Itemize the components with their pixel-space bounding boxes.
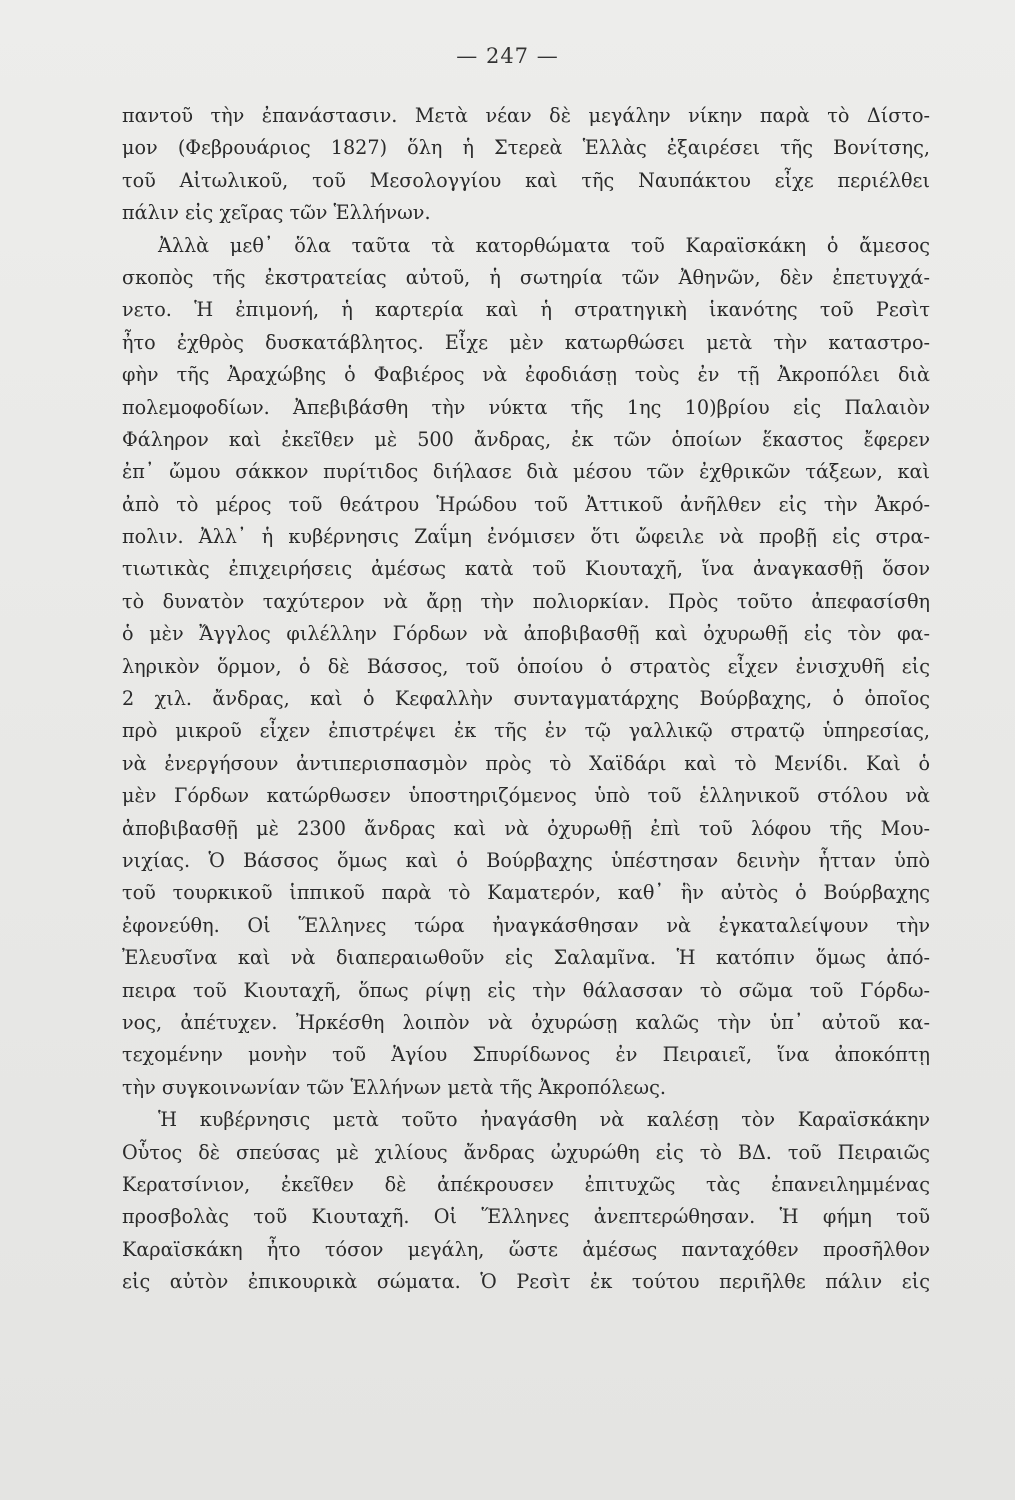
text-line: τὴν συγκοινωνίαν τῶν Ἑλλήνων μετὰ τῆς Ἀκροπόλεως.	[122, 1075, 666, 1099]
text-line: τὸ δυνατὸν ταχύτερον νὰ ἄρῃ τὴν πολιορκίαν. Πρὸς τοῦτο ἀπεφασίσθη	[122, 589, 930, 613]
text-line: μὲν Γόρδων κατώρθωσεν ὑποστηριζόμενος ὑπὸ τοῦ ἑλληνικοῦ στόλου νὰ	[122, 784, 930, 808]
text-line: ὁ μὲν Ἄγγλος φιλέλλην Γόρδων νὰ ἀποβιβασθῇ καὶ ὀχυρωθῇ εἰς τὸν φα-	[122, 622, 930, 646]
text-line: νιχίας. Ὁ Βάσσος ὅμως καὶ ὁ Βούρβαχης ὑπέστησαν δεινὴν ἧτταν ὑπὸ	[122, 848, 930, 872]
text-line: πειρα τοῦ Κιουταχῆ, ὅπως ρίψῃ εἰς τὴν θάλασσαν τὸ σῶμα τοῦ Γόρδω-	[122, 978, 930, 1002]
text-line: εἰς αὐτὸν ἐπικουρικὰ σώματα. Ὁ Ρεσὶτ ἐκ τούτου περιῆλθε πάλιν εἰς	[122, 1270, 930, 1294]
text-line: ἐπ᾽ ὤμου σάκκον πυρίτιδος διήλασε διὰ μέσου τῶν ἐχθρικῶν τάξεων, καὶ	[122, 460, 930, 484]
text-line: ἐφονεύθη. Οἱ Ἕλληνες τώρα ἠναγκάσθησαν νὰ ἐγκαταλείψουν τὴν	[122, 913, 930, 937]
page-number: — 247 —	[456, 44, 559, 68]
text-body	[122, 100, 930, 1298]
text-line: πολεμοφοδίων. Ἀπεβιβάσθη τὴν νύκτα τῆς 1ης 10)βρίου εἰς Παλαιὸν	[122, 395, 930, 419]
text-line: Οὗτος δὲ σπεύσας μὲ χιλίους ἄνδρας ὠχυρώθη εἰς τὸ ΒΔ. τοῦ Πειραιῶς	[122, 1140, 930, 1164]
text-line: Κερατσίνιον, ἐκεῖθεν δὲ ἀπέκρουσεν ἐπιτυχῶς τὰς ἐπανειλημμένας	[122, 1172, 930, 1196]
text-line: τεχομένην μονὴν τοῦ Ἁγίου Σπυρίδωνος ἐν Πειραιεῖ, ἵνα ἀποκόπτῃ	[122, 1043, 930, 1067]
text-line: Φάληρον καὶ ἐκεῖθεν μὲ 500 ἄνδρας, ἐκ τῶν ὁποίων ἕκαστος ἔφερεν	[122, 427, 930, 451]
text-line: ἀπὸ τὸ μέρος τοῦ θεάτρου Ἡρώδου τοῦ Ἀττικοῦ ἀνῆλθεν εἰς τὴν Ἀκρό-	[122, 492, 930, 516]
text-line: νος, ἀπέτυχεν. Ἠρκέσθη λοιπὸν νὰ ὀχυρώσῃ καλῶς τὴν ὑπ᾽ αὐτοῦ κα-	[122, 1010, 930, 1034]
text-line: πολιν. Ἀλλ᾽ ἡ κυβέρνησις Ζαΐμη ἐνόμισεν ὅτι ὤφειλε νὰ προβῇ εἰς στρα-	[122, 525, 930, 549]
text-line: σκοπὸς τῆς ἐκστρατείας αὐτοῦ, ἡ σωτηρία τῶν Ἀθηνῶν, δὲν ἐπετυγχά-	[122, 265, 930, 289]
text-line: παντοῦ τὴν ἐπανάστασιν. Μετὰ νέαν δὲ μεγάλην νίκην παρὰ τὸ Δίστο-	[122, 104, 930, 127]
text-line: τιωτικὰς ἐπιχειρήσεις ἀμέσως κατὰ τοῦ Κιουταχῆ, ἵνα ἀναγκασθῇ ὅσον	[122, 557, 930, 581]
text-line: Ἐλευσῖνα καὶ νὰ διαπεραιωθοῦν εἰς Σαλαμῖνα. Ἡ κατόπιν ὅμως ἀπό-	[122, 946, 930, 970]
text-line: τοῦ Αἰτωλικοῦ, τοῦ Μεσολογγίου καὶ τῆς Ναυπάκτου εἶχε περιέλθει	[122, 168, 930, 192]
text-line: τοῦ τουρκικοῦ ἱππικοῦ παρὰ τὸ Καματερόν, καθ᾽ ἣν αὐτὸς ὁ Βούρβαχης	[122, 881, 930, 905]
text-line: Καραϊσκάκη ἦτο τόσον μεγάλη, ὥστε ἀμέσως πανταχόθεν προσῆλθον	[122, 1237, 930, 1261]
text-line: μον (Φεβρουάριος 1827) ὅλη ἡ Στερεὰ Ἑλλὰς ἐξαιρέσει τῆς Βονίτσης,	[122, 136, 930, 160]
text-line: ἀποβιβασθῇ μὲ 2300 ἄνδρας καὶ νὰ ὀχυρωθῇ ἐπὶ τοῦ λόφου τῆς Μου-	[122, 816, 930, 840]
text-line: προσβολὰς τοῦ Κιουταχῆ. Οἱ Ἕλληνες ἀνεπτερώθησαν. Ἡ φήμη τοῦ	[122, 1205, 930, 1229]
text-line: πάλιν εἰς χεῖρας τῶν Ἑλλήνων.	[122, 201, 431, 225]
text-line: πρὸ μικροῦ εἶχεν ἐπιστρέψει ἐκ τῆς ἐν τῷ γαλλικῷ στρατῷ ὑπηρεσίας,	[122, 719, 930, 743]
text-line: φὴν τῆς Ἀραχώβης ὁ Φαβιέρος νὰ ἐφοδιάσῃ τοὺς ἐν τῇ Ἀκροπόλει διὰ	[122, 363, 930, 387]
text-line: ἦτο ἐχθρὸς δυσκατάβλητος. Εἶχε μὲν κατωρθώσει μετὰ τὴν καταστρο-	[122, 330, 930, 354]
text-line: Ἀλλὰ μεθ᾽ ὅλα ταῦτα τὰ κατορθώματα τοῦ Καραϊσκάκη ὁ ἄμεσος	[158, 233, 930, 257]
text-line: νὰ ἐνεργήσουν ἀντιπερισπασμὸν πρὸς τὸ Χαϊδάρι καὶ τὸ Μενίδι. Καὶ ὁ	[122, 751, 930, 775]
text-line: 2 χιλ. ἄνδρας, καὶ ὁ Κεφαλλὴν συνταγματάρχης Βούρβαχης, ὁ ὁποῖος	[122, 687, 930, 711]
text-line: Ἡ κυβέρνησις μετὰ τοῦτο ἠναγάσθη νὰ καλέσῃ τὸν Καραϊσκάκην	[158, 1108, 930, 1132]
text-line: νετο. Ἡ ἐπιμονή, ἡ καρτερία καὶ ἡ στρατηγικὴ ἱκανότης τοῦ Ρεσὶτ	[122, 298, 930, 322]
text-line: ληρικὸν ὅρμον, ὁ δὲ Βάσσος, τοῦ ὁποίου ὁ στρατὸς εἶχεν ἐνισχυθῆ εἰς	[122, 654, 930, 678]
